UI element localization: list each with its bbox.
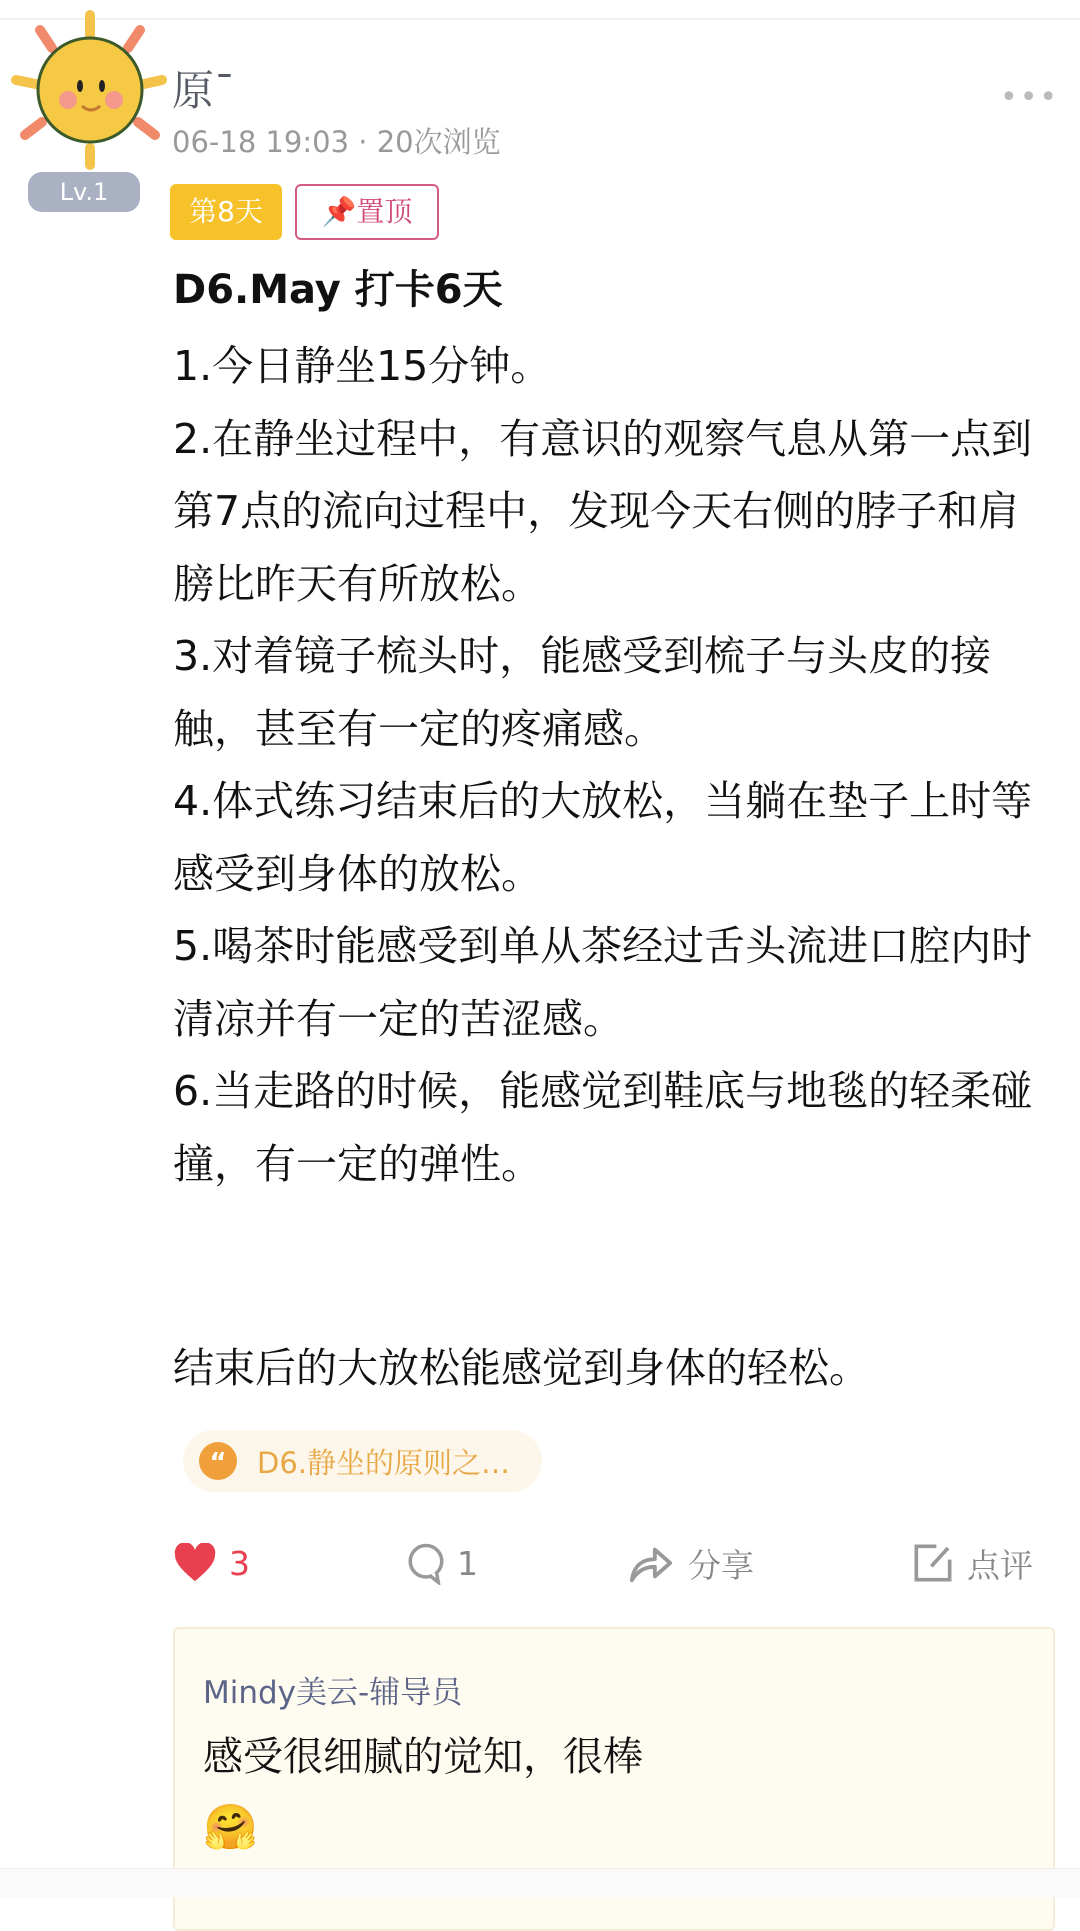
body-line: 5.喝茶时能感受到单从茶经过舌头流进口腔内时清凉并有一定的苦涩感。 [173,922,1033,1043]
level-badge: Lv.1 [28,172,140,212]
hugging-face-emoji-icon: 🤗 [203,1802,258,1853]
comment-author[interactable]: Mindy美云-辅导员 [203,1675,463,1711]
post-title: D6.May 打卡6天 [173,267,503,313]
quote-icon: “ [199,1442,237,1480]
body-line: 4.体式练习结束后的大放松，当躺在垫子上时等感受到身体的放松。 [173,777,1033,898]
pin-icon: 📌 [321,195,357,228]
pinned-badge [295,184,439,240]
action-bar [173,1533,1043,1593]
quoted-topic-chip[interactable] [183,1430,542,1492]
body-line: 3.对着镜子梳头时，能感受到梳子与头皮的接触，甚至有一定的疼痛感。 [173,632,992,753]
comment-text: 感受很细腻的觉知，很棒 [203,1734,643,1780]
post-body [173,330,1053,1200]
comment-bubble-icon [405,1541,447,1585]
like-button[interactable] [173,1533,250,1593]
avatar-sun-icon[interactable] [10,10,170,170]
bottom-bar [0,1868,1080,1897]
post-date: 06-18 19:03 [172,125,350,159]
username[interactable]: 原¯ [172,66,236,115]
share-icon [628,1543,674,1583]
comment-button[interactable] [405,1533,478,1593]
share-button[interactable] [628,1533,754,1593]
body-line: 1.今日静坐15分钟。 [173,342,552,390]
share-label: 分享 [688,1545,754,1585]
heart-icon [173,1543,217,1583]
quote-label: D6.静坐的原则之… [257,1445,510,1480]
edit-icon [913,1543,953,1583]
review-label: 点评 [967,1545,1033,1585]
pin-label: 置顶 [356,195,413,228]
body-line: 6.当走路的时候，能感觉到鞋底与地毯的轻柔碰撞，有一定的弹性。 [173,1067,1033,1188]
post-closing: 结束后的大放松能感觉到身体的轻松。 [173,1344,870,1392]
comment-count: 1 [457,1543,478,1583]
view-count: 20次浏览 [376,125,501,159]
day-badge: 第8天 [170,184,282,240]
like-count: 3 [229,1543,250,1583]
body-line: 2.在静坐过程中，有意识的观察气息从第一点到第7点的流向过程中，发现今天右侧的脖子和肩膀比昨天有所放松。 [173,414,1033,608]
review-button[interactable] [913,1533,1033,1593]
post-meta: 06-18 19:03 · 20次浏览 [172,125,501,159]
more-options-icon[interactable]: ••• [1000,80,1060,115]
